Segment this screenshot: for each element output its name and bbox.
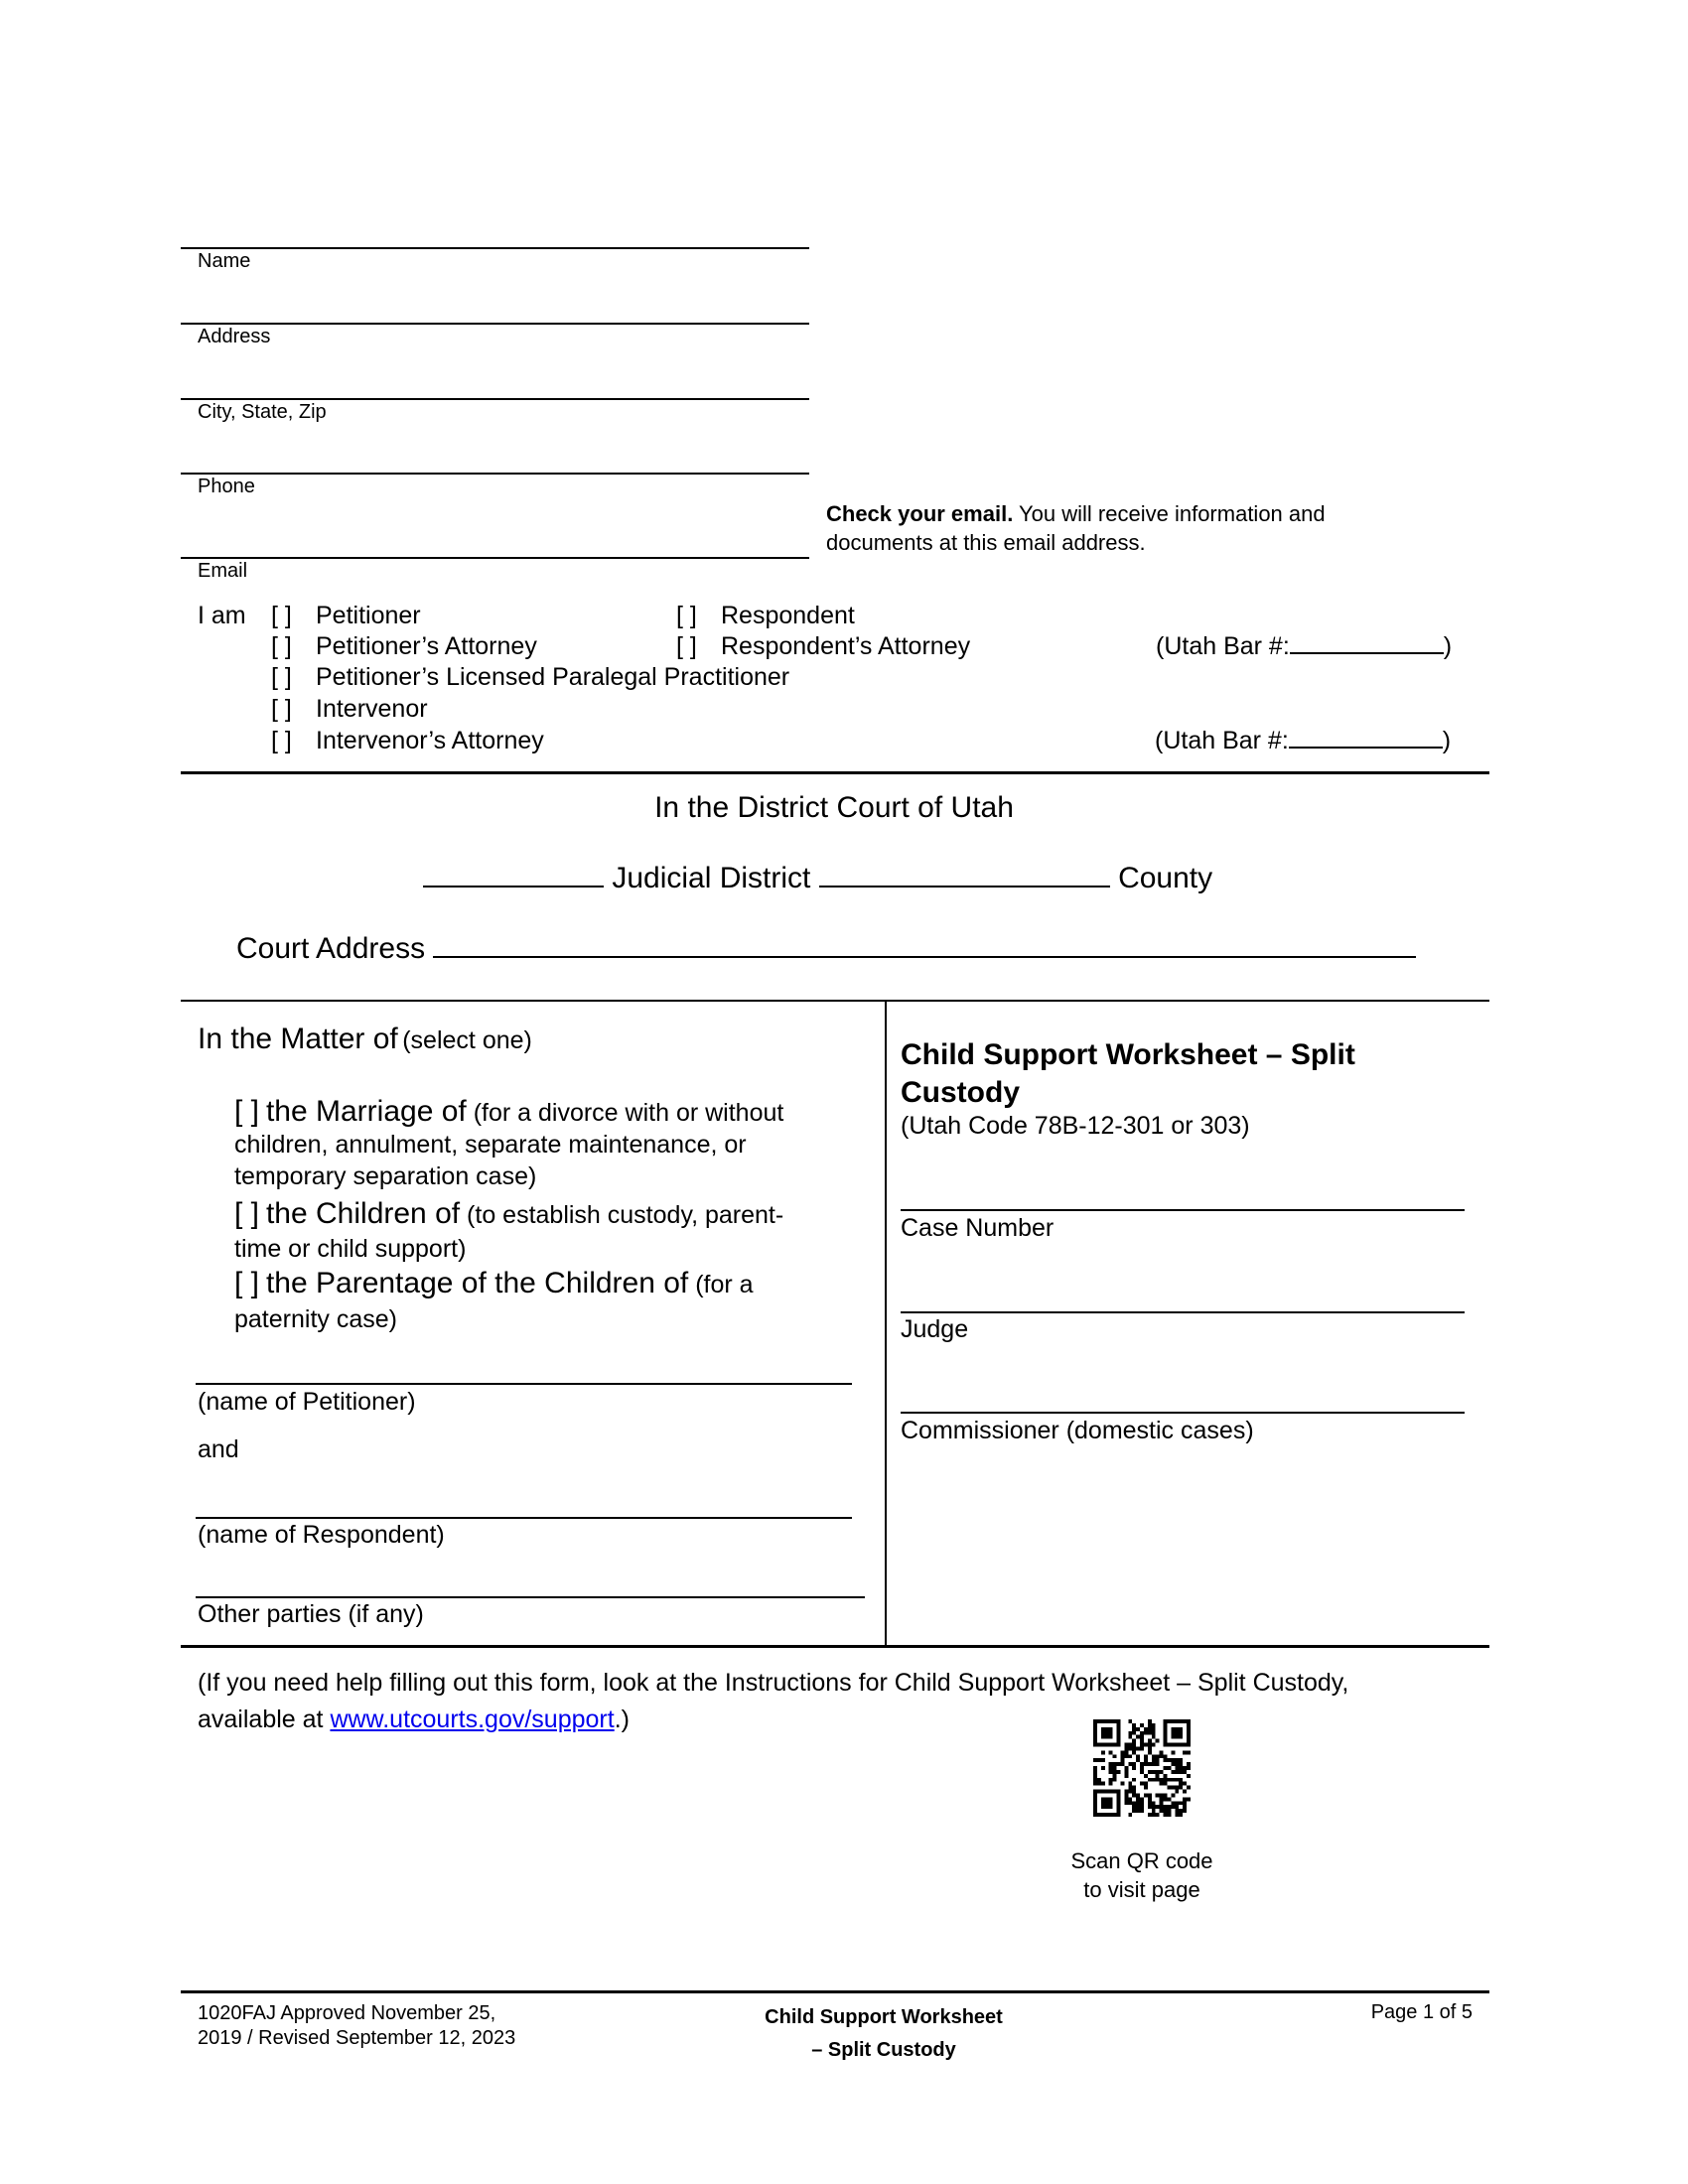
county-label: County — [1118, 862, 1213, 894]
court-address-input[interactable] — [433, 956, 1416, 958]
matter-heading-note: (select one) — [402, 1026, 532, 1054]
name-label: Name — [198, 250, 251, 272]
children-note: (to establish custody, parent- — [467, 1201, 784, 1229]
matter-option-parentage — [234, 1266, 754, 1337]
email-notice-line2: documents at this email address. — [826, 530, 1146, 555]
form-title-line1: Child Support Worksheet – Split — [901, 1038, 1355, 1071]
option-respondent: Respondent — [721, 602, 855, 629]
divider — [181, 771, 1489, 774]
matter-heading — [198, 1023, 532, 1056]
checkbox-respondents-attorney[interactable]: [ ] — [676, 632, 697, 660]
utah-bar-label: (Utah Bar #: — [1155, 727, 1289, 754]
email-label: Email — [198, 560, 248, 582]
option-petitioners-attorney: Petitioner’s Attorney — [316, 632, 537, 660]
commissioner-line[interactable] — [901, 1412, 1465, 1414]
and-label: and — [198, 1435, 239, 1463]
support-link[interactable]: www.utcourts.gov/support — [330, 1706, 615, 1733]
respondent-name-line[interactable] — [196, 1517, 852, 1519]
matter-option-marriage — [234, 1096, 783, 1192]
qr-caption — [1043, 1846, 1241, 1904]
judge-line[interactable] — [901, 1311, 1465, 1313]
help-line1: (If you need help filling out this form, look at the Instructions for Child Support Worksheet – Split Custody, — [198, 1669, 1349, 1697]
case-number-line[interactable] — [901, 1209, 1465, 1211]
judicial-district-row — [423, 862, 1212, 895]
qr-caption-line2: to visit page — [1083, 1877, 1200, 1902]
utah-bar-number-1 — [1156, 632, 1452, 661]
marriage-title: the Marriage of — [265, 1095, 467, 1128]
phone-line[interactable] — [181, 473, 809, 475]
caption-top-divider — [181, 1000, 1489, 1002]
qr-caption-line1: Scan QR code — [1070, 1848, 1213, 1873]
email-notice — [826, 499, 1326, 557]
option-petitioner: Petitioner — [316, 602, 421, 629]
i-am-label: I am — [198, 602, 246, 629]
form-title-line2: Custody — [901, 1076, 1020, 1109]
other-parties-line[interactable] — [196, 1596, 865, 1598]
checkbox-marriage[interactable]: [ ] — [234, 1095, 260, 1128]
utah-bar-input[interactable] — [1290, 652, 1444, 654]
petitioner-name-line[interactable] — [196, 1383, 852, 1385]
marriage-note-line3: temporary separation case) — [234, 1162, 537, 1190]
utah-bar-close: ) — [1442, 727, 1452, 754]
district-number-input[interactable] — [423, 886, 604, 887]
utah-code: (Utah Code 78B-12-301 or 303) — [901, 1112, 1250, 1140]
judge-label: Judge — [901, 1315, 969, 1343]
respondent-name-label: (name of Respondent) — [198, 1521, 445, 1549]
checkbox-petitioners-attorney[interactable]: [ ] — [271, 632, 292, 660]
checkbox-paralegal[interactable]: [ ] — [271, 663, 292, 691]
help-line2-suffix: .) — [614, 1706, 630, 1733]
option-respondents-attorney: Respondent’s Attorney — [721, 632, 971, 660]
children-title: the Children of — [265, 1197, 461, 1230]
option-paralegal: Petitioner’s Licensed Paralegal Practitioner — [316, 663, 790, 691]
case-number-label: Case Number — [901, 1214, 1055, 1242]
commissioner-label: Commissioner (domestic cases) — [901, 1417, 1254, 1444]
parentage-title: the Parentage of the Children of — [265, 1267, 689, 1299]
email-notice-line1: You will receive information and — [1019, 501, 1326, 526]
checkbox-respondent[interactable]: [ ] — [676, 602, 697, 629]
phone-label: Phone — [198, 476, 255, 497]
city-state-zip-line[interactable] — [181, 398, 809, 400]
utah-bar-number-2 — [1155, 727, 1451, 755]
parentage-note: (for a — [695, 1271, 754, 1298]
help-line2-prefix: available at — [198, 1706, 331, 1733]
address-label: Address — [198, 326, 271, 347]
name-line[interactable] — [181, 247, 809, 249]
marriage-note-line2: children, annulment, separate maintenance, or — [234, 1131, 747, 1159]
checkbox-intervenors-attorney[interactable]: [ ] — [271, 727, 292, 754]
checkbox-children[interactable]: [ ] — [234, 1197, 260, 1230]
footer-left-line1: 1020FAJ Approved November 25, — [198, 2002, 496, 2024]
footer-form-id — [198, 2001, 515, 2051]
county-input[interactable] — [819, 886, 1110, 887]
utah-bar-input[interactable] — [1289, 747, 1443, 749]
checkbox-petitioner[interactable]: [ ] — [271, 602, 292, 629]
parentage-note-line2: paternity case) — [234, 1305, 397, 1333]
matter-heading-text: In the Matter of — [198, 1023, 398, 1055]
option-intervenor: Intervenor — [316, 695, 428, 723]
marriage-note: (for a divorce with or without — [473, 1099, 784, 1127]
court-address-label: Court Address — [236, 932, 426, 965]
option-intervenors-attorney: Intervenor’s Attorney — [316, 727, 544, 754]
city-state-zip-label: City, State, Zip — [198, 401, 327, 423]
caption-bottom-divider — [181, 1645, 1489, 1648]
children-note-line2: time or child support) — [234, 1235, 467, 1263]
other-parties-label: Other parties (if any) — [198, 1600, 424, 1628]
checkbox-parentage[interactable]: [ ] — [234, 1267, 260, 1299]
court-address-row — [236, 932, 1416, 966]
petitioner-name-label: (name of Petitioner) — [198, 1388, 416, 1416]
footer-divider — [181, 1990, 1489, 1993]
footer-left-line2: 2019 / Revised September 12, 2023 — [198, 2027, 516, 2049]
judicial-district-label: Judicial District — [612, 862, 811, 894]
matter-option-children — [234, 1197, 783, 1266]
email-notice-bold: Check your email. — [826, 501, 1014, 526]
email-line[interactable] — [181, 557, 809, 559]
footer-center-line2: – Split Custody — [811, 2039, 956, 2061]
address-line[interactable] — [181, 323, 809, 325]
checkbox-intervenor[interactable]: [ ] — [271, 695, 292, 723]
court-title: In the District Court of Utah — [654, 791, 1014, 824]
footer-center-line1: Child Support Worksheet — [765, 2006, 1003, 2028]
utah-bar-close: ) — [1443, 632, 1453, 660]
qr-code-icon — [1093, 1719, 1191, 1817]
footer-form-title — [735, 2001, 1033, 2067]
page-number: Page 1 of 5 — [1370, 2001, 1473, 2023]
utah-bar-label: (Utah Bar #: — [1156, 632, 1290, 660]
caption-column-divider — [885, 1001, 887, 1646]
form-title — [901, 1036, 1355, 1112]
